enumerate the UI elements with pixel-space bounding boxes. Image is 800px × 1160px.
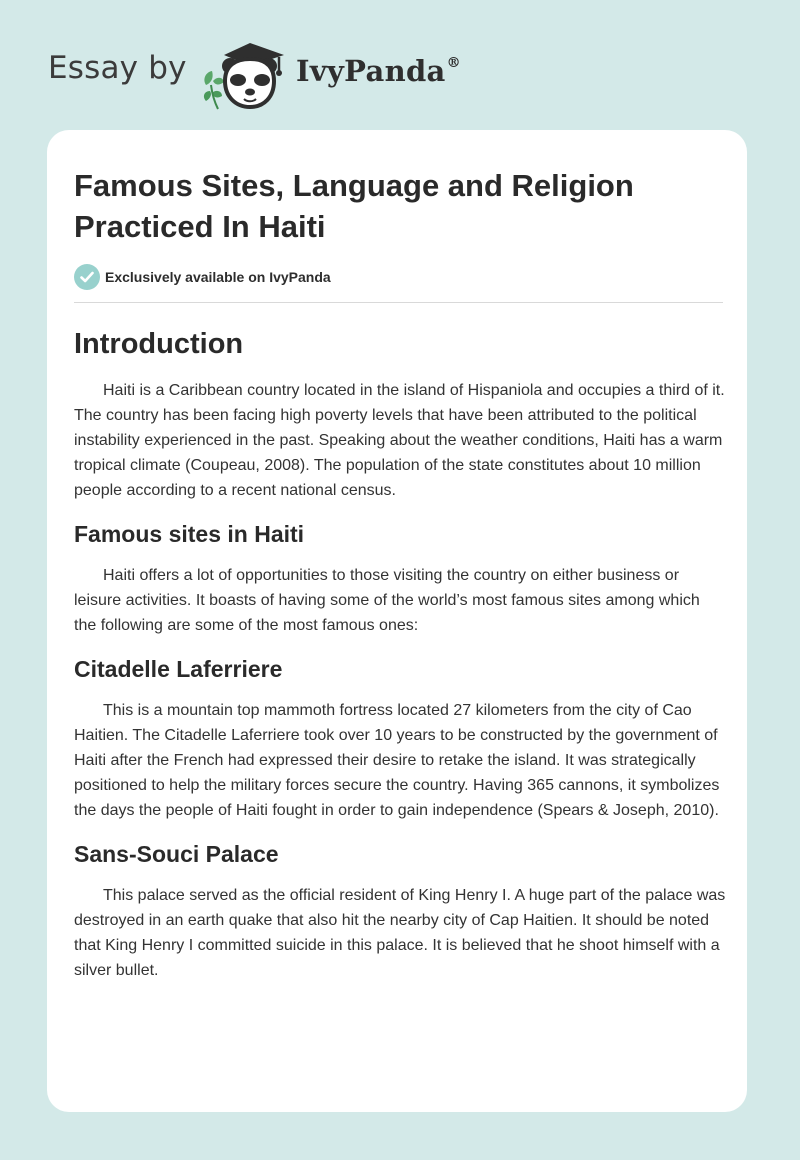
essay-card — [47, 130, 747, 1112]
essay-title: Famous Sites, Language and Religion Practiced In Haiti — [74, 168, 634, 244]
title-divider — [74, 302, 723, 303]
section-heading-famous-sites: Famous sites in Haiti — [74, 521, 305, 547]
section-paragraph-famous-sites: Haiti offers a lot of opportunities to those visiting the country on either business or leisure activities. It boasts of having some of the world’s most famous sites among which the following are some of the most famous ones: — [74, 567, 700, 634]
section-paragraph-citadelle-laferriere: This is a mountain top mammoth fortress located 27 kilometers from the city of Cao Haitien. The Citadelle Laferriere took over 10 years to be constructed by the government of Haiti after the French had expressed their desire to retake the island. It was strategically positioned to help the military forces secure the country. Having 365 cannons, it symbolizes the days the people of Haiti fought in order to gain independence (Spears & Joseph, 2010). — [74, 702, 720, 819]
section-paragraph-sans-souci-palace: This palace served as the official resident of King Henry I. A huge part of the palace was destroyed in an earth quake that also hit the nearby city of Cap Haitien. It should be noted that King Henry I committed suicide in this palace. It is believed that he shoot himself with a silver bullet. — [74, 887, 726, 979]
section-paragraph-introduction: Haiti is a Caribbean country located in the island of Hispaniola and occupies a third of it. The country has been facing high poverty levels that have been attributed to the political instability experienced in the past. Speaking about the weather conditions, Haiti has a warm tropical climate (Coupeau, 2008). The population of the state constitutes about 10 million people according to a recent national census. — [74, 382, 725, 499]
section-heading-introduction: Introduction — [74, 328, 244, 360]
brand-name[interactable] — [296, 54, 461, 88]
essay-by-label: Essay by — [48, 50, 187, 86]
section-heading-sans-souci-palace: Sans-Souci Palace — [74, 841, 279, 867]
essay-body — [74, 327, 726, 999]
leaf-icon — [204, 71, 224, 109]
registered-mark: ® — [446, 55, 461, 71]
exclusive-badge-text: Exclusively available on IvyPanda — [105, 269, 331, 285]
section-heading-citadelle-laferriere: Citadelle Laferriere — [74, 656, 283, 682]
checkmark-circle-icon — [74, 264, 100, 290]
brand-text: IvyPanda — [296, 54, 446, 88]
panda-graduation-cap-logo[interactable] — [200, 35, 292, 111]
site-header — [0, 0, 800, 120]
